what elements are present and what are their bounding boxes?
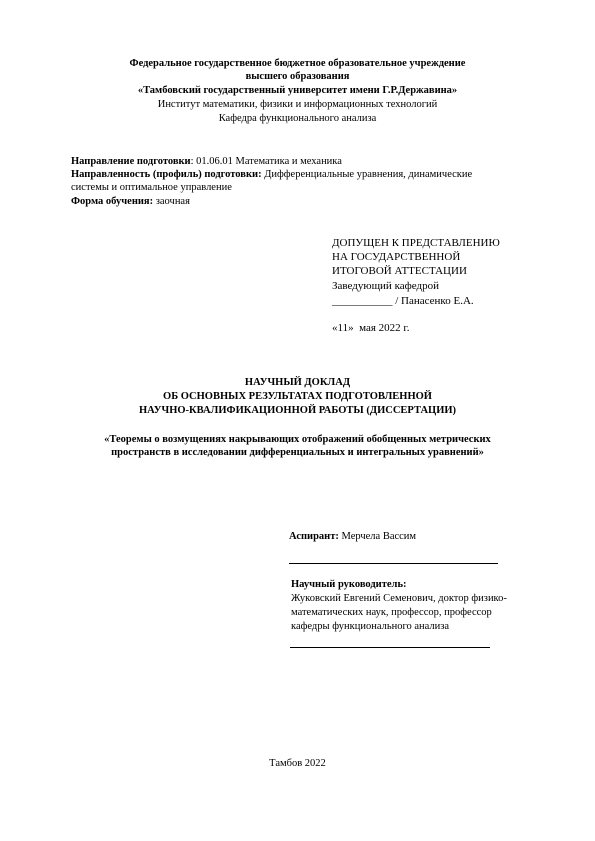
city-year: Тамбов 2022 xyxy=(269,758,326,769)
approval-line1: ДОПУЩЕН К ПРЕДСТАВЛЕНИЮ xyxy=(332,237,500,249)
report-title-line2: ОБ ОСНОВНЫХ РЕЗУЛЬТАТАХ ПОДГОТОВЛЕННОЙ xyxy=(163,391,432,402)
form-value: заочная xyxy=(153,196,190,207)
form-label: Форма обучения: xyxy=(71,196,154,207)
student-name: Мерчела Вассим xyxy=(338,531,417,542)
topic-line2: пространств в исследовании дифференциальных и интегральных уравнений» xyxy=(111,447,484,458)
profile-line xyxy=(71,168,472,181)
approval-line2: НА ГОСУДАРСТВЕННОЙ xyxy=(332,251,461,263)
supervisor-signature-line xyxy=(290,647,490,648)
direction-value: : 01.06.01 Математика и механика xyxy=(190,156,342,167)
topic-line1: «Теоремы о возмущениях накрывающих отображений обобщенных метрических xyxy=(104,434,491,445)
approval-signature: ___________ / Панасенко Е.А. xyxy=(332,295,474,307)
institute-name: Институт математики, физики и информационных технологий xyxy=(157,99,438,110)
profile-value: Дифференциальные уравнения, динамические xyxy=(261,169,473,180)
org-name-line2: высшего образования xyxy=(245,71,350,82)
profile-label: Направленность (профиль) подготовки: xyxy=(71,169,262,180)
approval-line3: ИТОГОВОЙ АТТЕСТАЦИИ xyxy=(332,265,467,277)
profile-value-continued: системы и оптимальное управление xyxy=(71,182,232,193)
supervisor-line3: кафедры функционального анализа xyxy=(291,621,450,632)
student-line xyxy=(289,530,416,543)
university-name: «Тамбовский государственный университет имени Г.Р.Державина» xyxy=(137,85,458,96)
form-line xyxy=(71,195,190,208)
org-name-line1: Федеральное государственное бюджетное образовательное учреждение xyxy=(129,58,466,69)
head-of-department: Заведующий кафедрой xyxy=(332,280,439,292)
supervisor-line2: математических наук, профессор, профессор xyxy=(291,607,492,618)
department-name: Кафедра функционального анализа xyxy=(218,113,377,124)
report-title-line1: НАУЧНЫЙ ДОКЛАД xyxy=(244,377,351,388)
supervisor-line1: Жуковский Евгений Семенович, доктор физико- xyxy=(291,593,507,604)
direction-label: Направление подготовки xyxy=(71,156,191,167)
direction-line xyxy=(71,155,342,168)
student-label: Аспирант: xyxy=(289,531,339,542)
report-title-line3: НАУЧНО-КВАЛИФИКАЦИОННОЙ РАБОТЫ (ДИССЕРТАЦИИ) xyxy=(138,405,457,416)
approval-date: «11» мая 2022 г. xyxy=(332,322,410,334)
student-signature-line xyxy=(289,563,498,564)
supervisor-label: Научный руководитель: xyxy=(291,579,407,590)
